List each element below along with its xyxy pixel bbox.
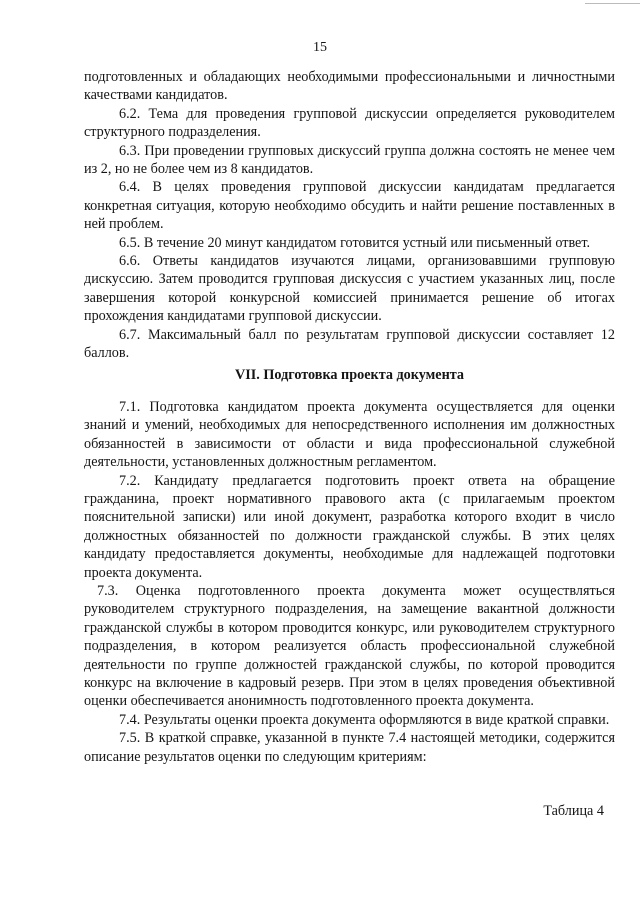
paragraph-6-2: 6.2. Тема для проведения групповой дискуссии определяется руководителем структурного подразделения. <box>84 105 615 141</box>
paragraph-7-1: 7.1. Подготовка кандидатом проекта документа осуществляется для оценки знаний и умений, необходимых для непосредственного исполнения им должностных обязанностей в зависимости от области и вида профессиональной служебной деятельности, установленных должностным регламентом. <box>84 398 615 471</box>
paragraph-7-4: 7.4. Результаты оценки проекта документа оформляются в виде краткой справки. <box>119 711 610 728</box>
paragraph-continuation: подготовленных и обладающих необходимыми профессиональными и личностными качествами кандидатов. <box>84 69 615 104</box>
document-body <box>84 68 615 766</box>
paragraph-7-3: 7.3. Оценка подготовленного проекта документа может осуществляться руководителем структурного подразделения, на замещение вакантной должности гражданской службы в котором проводится конкурс, или руководителем структурного подразделения, в котором реализуется область профессиональной служебной деятельности по группе должностей гражданской службы, по которой проводится конкурс на включение в кадровый резерв. При этом в целях проведения объективной оценки обеспечивается анонимность подготовленного проекта документа. <box>84 582 615 710</box>
paragraph-6-5: 6.5. В течение 20 минут кандидатом готовится устный или письменный ответ. <box>119 234 591 251</box>
page-number: 15 <box>313 40 327 55</box>
paragraph-7-2: 7.2. Кандидату предлагается подготовить проект ответа на обращение гражданина, проект нормативного правового акта (с прилагаемым проектом пояснительной записки) или иной документ, разработка которого входит в число должностных обязанностей по должности гражданской службы. В этих целях кандидату предоставляется документы, необходимые для надлежащей подготовки проекта документа. <box>84 472 615 581</box>
section-heading: VII. Подготовка проекта документа <box>235 366 464 383</box>
paragraph-7-5: 7.5. В краткой справке, указанной в пункте 7.4 настоящей методики, содержится описание результатов оценки по следующим критериям: <box>84 730 615 765</box>
paragraph-6-6: 6.6. Ответы кандидатов изучаются лицами, организовавшими групповую дискуссию. Затем проводится групповая дискуссия с участием указанных лиц, после завершения которой конкурсной комиссией принимается решение об итогах прохождения кандидатами групповой дискуссии. <box>84 253 615 325</box>
paragraph-6-4: 6.4. В целях проведения групповой дискуссии кандидатам предлагается конкретная ситуация, которую необходимо обсудить и найти решение поставленных в ней проблем. <box>84 179 615 233</box>
paragraph-6-7: 6.7. Максимальный балл по результатам групповой дискуссии составляет 12 баллов. <box>84 326 615 362</box>
paragraph-6-3: 6.3. При проведении групповых дискуссий группа должна состоять не менее чем из 2, но не более чем из 8 кандидатов. <box>84 142 615 178</box>
table-caption: Таблица 4 <box>543 803 604 819</box>
top-edge-rule <box>585 3 640 4</box>
